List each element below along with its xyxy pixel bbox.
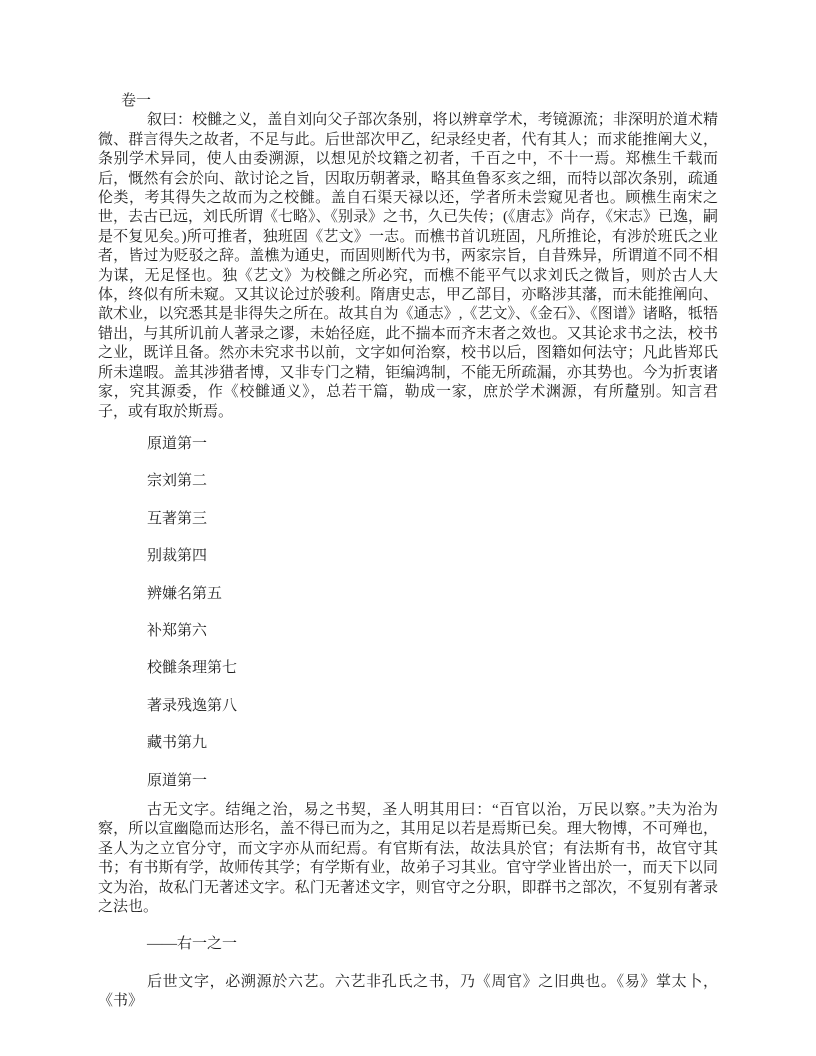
chapter-list-item: 补郑第六 (147, 622, 208, 639)
chapter-list (98, 435, 718, 754)
chapter-list-item: 藏书第九 (147, 735, 208, 752)
chapter-list-item: 著录残逸第八 (147, 697, 238, 714)
volume-title: 卷一 (121, 93, 152, 109)
section-paragraph-1: 古无文字。结绳之治，易之书契，圣人明其用曰：“百官以治，万民以察。”夫为治为察，所以宣幽隐而达形名，盖不得已而为之，其用足以若是焉斯已矣。理大物博，不可殚也，圣人为之立官分守，而文字亦从而纪焉。有官斯有法，故法具於官；有法斯有书，故官守其书；有书斯有学，故师传其学；有学斯有业，故弟子习其业。官守学业皆出於一，而天下以同文为治，故私门无著述文字。私门无著述文字，则官守之分职，即群书之部次，不复别有著录之法也。 (98, 801, 718, 915)
section-paragraph-2: 后世文字，必溯源於六艺。六艺非孔氏之书，乃《周官》之旧典也。《易》掌太卜，《书》 (98, 973, 718, 1010)
chapter-list-item: 宗刘第二 (147, 473, 208, 490)
chapter-list-item: 校雠条理第七 (147, 660, 238, 677)
chapter-list-item: 别裁第四 (147, 548, 208, 565)
chapter-list-item: 辨嫌名第五 (147, 585, 223, 602)
chapter-list-item: 互著第三 (147, 510, 208, 527)
preface-paragraph: 叙曰：校雠之义，盖自刘向父子部次条别，将以辨章学术，考镜源流；非深明於道术精微、群言得失之故者，不足与此。后世部次甲乙，纪录经史者，代有其人；而求能推阐大义，条别学术异同，使人由委溯源，以想见於坟籍之初者，千百之中，不十一焉。郑樵生千载而后，慨然有会於向、歆讨论之旨，因取历朝著录，略其鱼鲁豕亥之细，而特以部次条别，疏通伦类，考其得失之故而为之校雠。盖自石渠天禄以还，学者所未尝窥见者也。顾樵生南宋之世，去古已远，刘氏所谓《七略》、《别录》之书，久已失传；(《唐志》尚存，《宋志》已逸，嗣是不复见矣。)所可推者，独班固《艺文》一志。而樵书首讥班固，凡所推论，有涉於班氏之业者，皆过为贬驳之辞。盖樵为通史，而固则断代为书，两家宗旨，自昔殊异，所谓道不同不相为谋，无足怪也。独《艺文》为校雠之所必究，而樵不能平气以求刘氏之微旨，则於古人大体，终似有所未窥。又其议论过於骏利。隋唐史志，甲乙部目，亦略涉其藩，而未能推阐向、歆术业，以究悉其是非得失之所在。故其自为《通志》,《艺文》、《金石》、《图谱》诸略，牴牾错出，与其所讥前人著录之谬，未始径庭，此不揣本而齐末者之效也。又其论求书之法，校书之业，既详且备。然亦未究求书以前，文字如何治察，校书以后，图籍如何法守；凡此皆郑氏所未遑暇。盖其涉猎者博，又非专门之精，钜编鸿制，不能无所疏漏，亦其势也。今为折衷诸家，究其源委，作《校雠通义》，总若干篇，勒成一家，庶於学术渊源，有所釐别。知言君子，或有取於斯焉。 (98, 112, 718, 420)
chapter-list-item: 原道第一 (147, 435, 208, 452)
section-heading: 原道第一 (147, 772, 208, 789)
subsection-marker: ——右一之一 (147, 936, 238, 953)
